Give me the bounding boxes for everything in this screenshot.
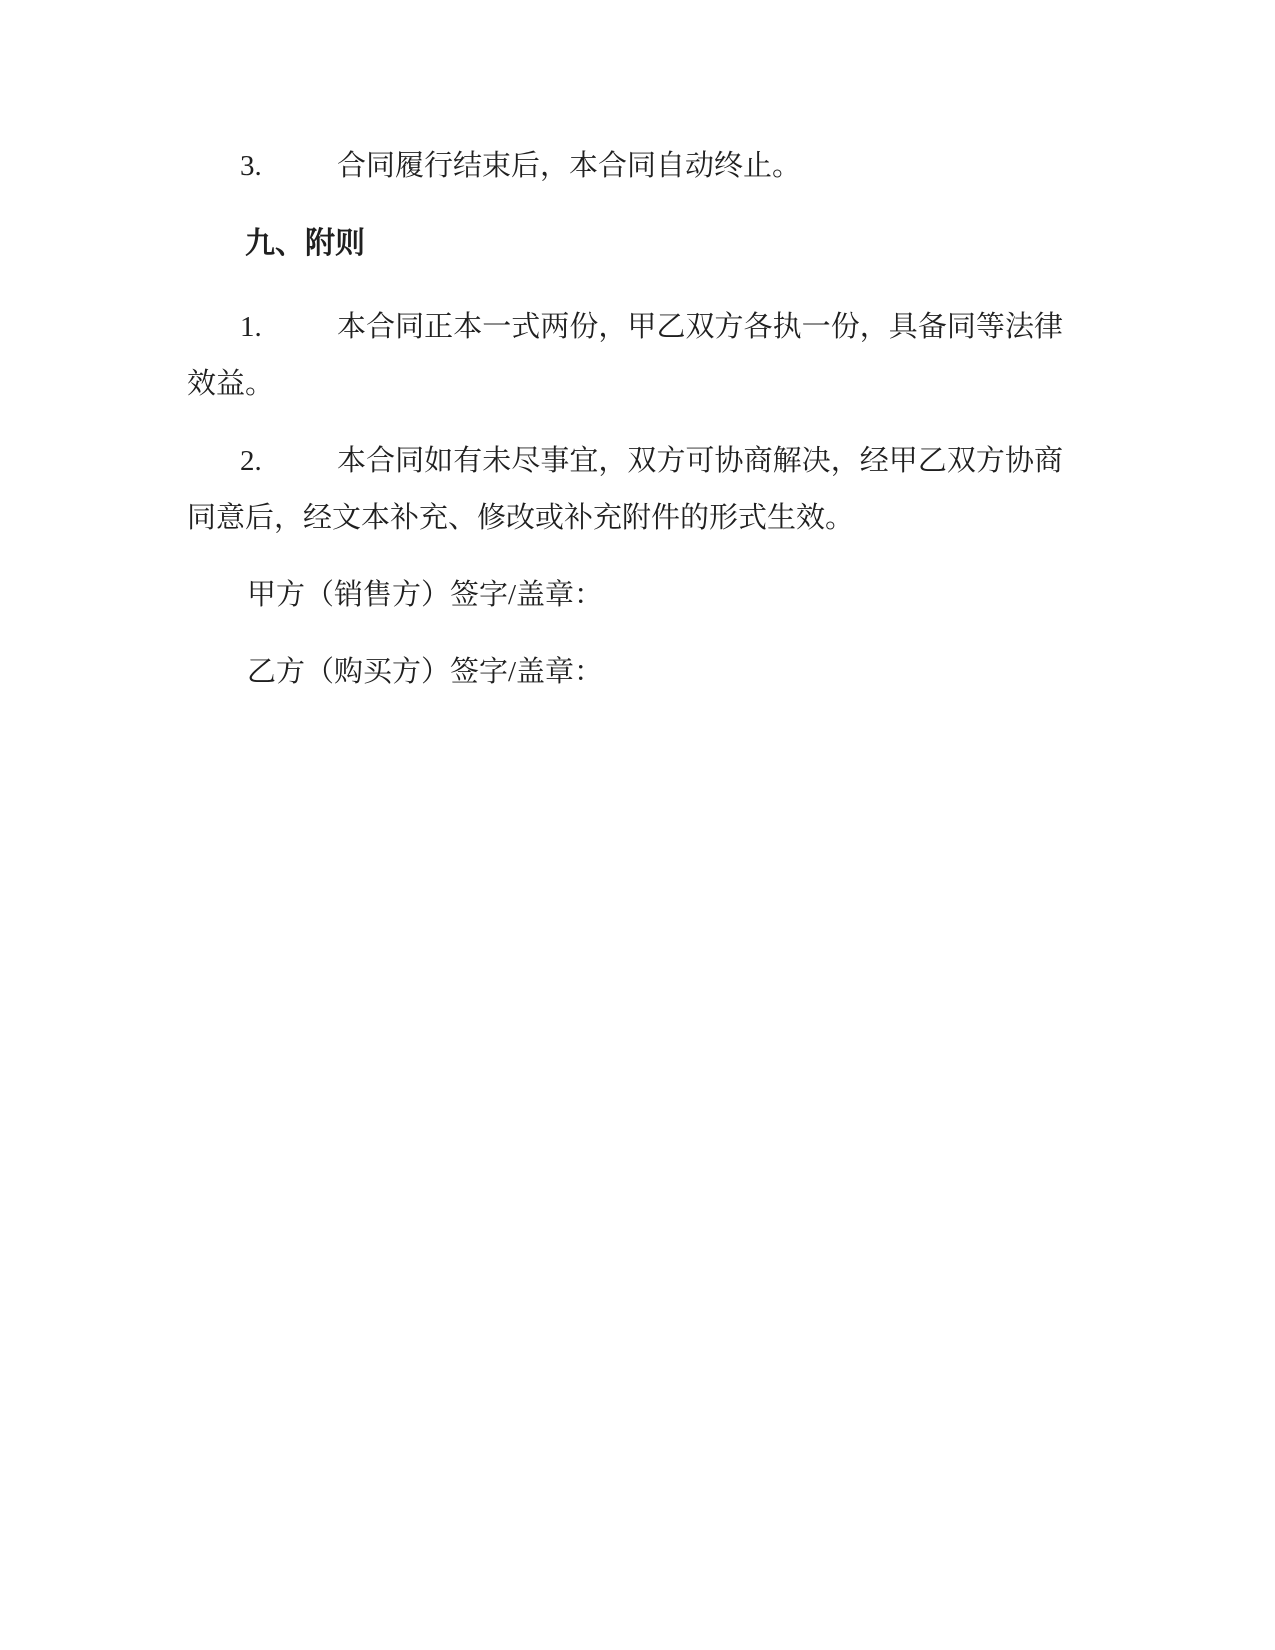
clause-line (187, 299, 1063, 356)
clause-line: 同意后，经文本补充、修改或补充附件的形式生效。 (187, 502, 855, 534)
signature-text: 乙方（购买方）签字/盖章： (247, 656, 604, 688)
clause-line (187, 433, 1063, 490)
clause-item-3 (187, 138, 1063, 195)
party-b-signature-line (187, 644, 1063, 701)
item-number: 1. (240, 311, 262, 343)
clause-text: 本合同正本一式两份，甲乙双方各执一份，具备同等法律 (337, 311, 1063, 343)
clause-line (187, 138, 1063, 195)
party-a-signature-line (187, 567, 1063, 624)
contract-body (0, 0, 1275, 701)
item-number: 2. (240, 445, 262, 477)
item-number: 3. (240, 150, 262, 182)
signature-text: 甲方（销售方）签字/盖章： (247, 579, 604, 611)
clause-text: 本合同如有未尽事宜，双方可协商解决，经甲乙双方协商 (337, 445, 1063, 477)
clause-line: 效益。 (187, 368, 275, 400)
clause-item-2 (187, 433, 1063, 547)
clause-text: 合同履行结束后，本合同自动终止。 (337, 150, 802, 182)
clause-item-1 (187, 299, 1063, 413)
section-heading: 九、附则 (245, 227, 365, 260)
